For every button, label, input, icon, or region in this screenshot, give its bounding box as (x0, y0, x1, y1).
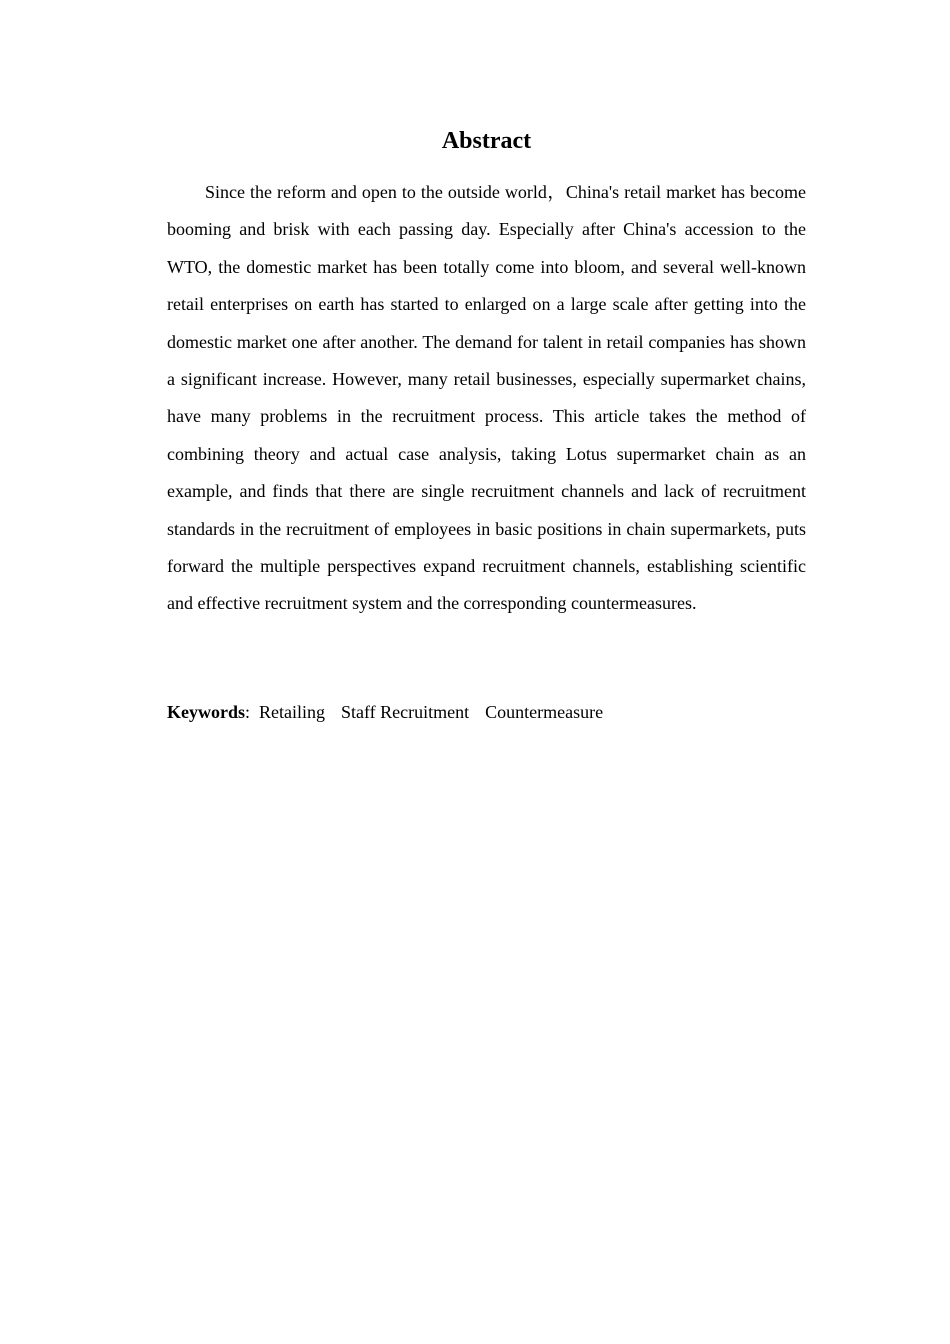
abstract-paragraph: Since the reform and open to the outside world，China's retail market has become booming and brisk with each passing day. Especially after China's accession to the WTO, the domestic market has been totally come into bloom, and several well-known retail enterprises on earth has started to enlarged on a large scale after getting into the domestic market one after another. The demand for talent in retail companies has shown a significant increase. However, many retail businesses, especially supermarket chains, have many problems in the recruitment process. This article takes the method of combining theory and actual case analysis, taking Lotus supermarket chain as an example, and finds that there are single recruitment channels and lack of recruitment standards in the recruitment of employees in basic positions in chain supermarkets, puts forward the multiple perspectives expand recruitment channels, establishing scientific and effective recruitment system and the corresponding countermeasures. (167, 182, 806, 614)
keyword-item: Retailing (259, 702, 326, 722)
page-title: Abstract (441, 128, 532, 154)
keyword-item: Countermeasure (485, 702, 604, 722)
keywords-line (167, 694, 806, 731)
keywords-label: Keywords (167, 702, 245, 722)
keyword-item: Staff Recruitment (341, 702, 470, 722)
keywords-separator: : (245, 702, 251, 722)
